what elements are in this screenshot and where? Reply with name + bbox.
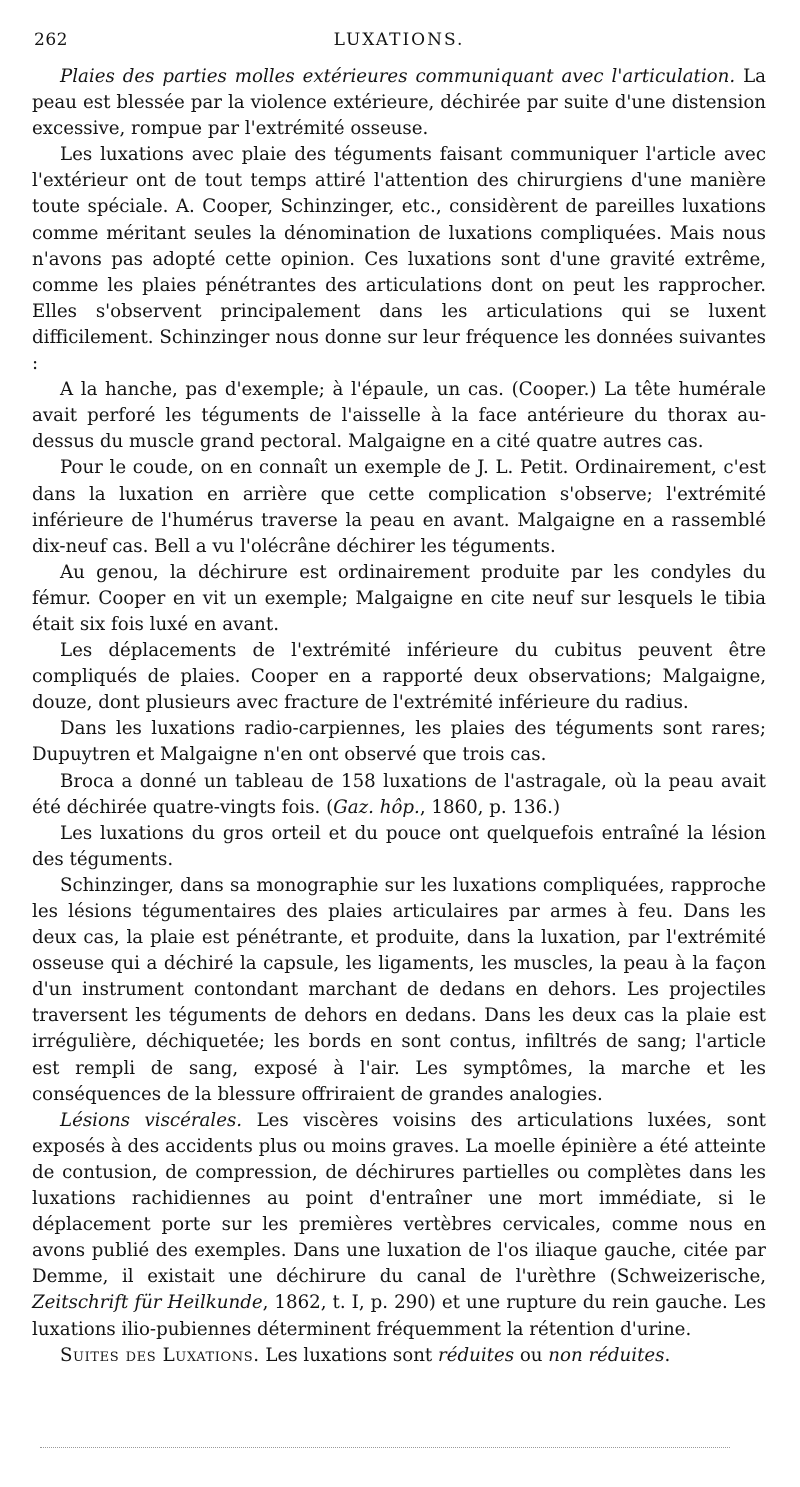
paragraph: Dans les luxations radio-carpiennes, les plaies des téguments sont rares; Dupuytren et Malgaigne n'en ont observé que trois cas. bbox=[32, 718, 766, 766]
paragraph-text: . bbox=[664, 1344, 671, 1366]
paragraph: Au genou, la déchirure est ordinairement produite par les condyles du fémur. Cooper en vit un exemple; Malgaigne en cite neuf sur lesquels le tibia était six fois luxé en avant. bbox=[32, 561, 766, 635]
section-heading-suites: Suites des Luxations. bbox=[60, 1344, 260, 1366]
paragraph-text: , 1862, t. I, p. 290) et une rupture du rein gauche. Les luxations ilio-pubiennes déterminent fréquemment la rétention d'urine. bbox=[32, 1292, 767, 1340]
paragraph: Pour le coude, on en connaît un exemple de J. L. Petit. Ordinairement, c'est dans la luxation en arrière que cette complication s'observe; l'extrémité inférieure de l'humérus traverse la peau en avant. Malgaigne en a rassemblé dix-neuf cas. Bell a vu l'olécrâne déchirer les téguments. bbox=[32, 457, 766, 557]
paragraph-suites-des-luxations bbox=[32, 1343, 766, 1369]
paragraph-plaies-parties-molles bbox=[32, 64, 766, 142]
footer-rule bbox=[40, 1447, 730, 1448]
paragraph-broca bbox=[32, 769, 766, 821]
page-number: 262 bbox=[34, 30, 68, 50]
paragraph: Les luxations avec plaie des téguments faisant communiquer l'article avec l'extérieur ont de tout temps attiré l'attention des chirurgiens d'une manière toute spéciale. A. Cooper, Schinzinger, etc., considèrent de pareilles luxations comme méritant seules la dénomination de luxations compliquées. Mais nous n'avons pas adopté cette opinion. Ces luxations sont d'une gravité extrême, comme les plaies pénétrantes des articulations dont on peut les rapprocher. Elles s'observent principalement dans les articulations qui se luxent difficilement. Schinzinger nous donne sur leur fréquence les données suivantes : bbox=[32, 144, 766, 375]
paragraph: A la hanche, pas d'exemple; à l'épaule, un cas. (Cooper.) La tête humérale avait perforé les téguments de l'aisselle à la face antérieure du thorax au-dessus du muscle grand pectoral. Malgaigne en a cité quatre autres cas. bbox=[32, 379, 766, 453]
paragraph-text: Les viscères voisins des articulations luxées, sont exposés à des accidents plus ou moins graves. La moelle épinière a été atteinte de contusion, de compression, de déchirures partielles ou complètes dans les luxations rachidiennes au point d'entraîner une mort immédiate, si le déplacement porte sur les premières vertèbres cervicales, comme nous en avons publié des exemples. Dans une luxation de l'os iliaque gauche, citée par Demme, il existait une déchirure du canal de l'urèthre (Schweizerische, bbox=[32, 1109, 766, 1288]
page-header bbox=[32, 30, 766, 60]
document-page bbox=[32, 0, 766, 1487]
paragraph-text: Broca a donné un tableau de 158 luxations de l'astragale, où la peau avait été déchirée quatre-vingts fois. ( bbox=[32, 770, 766, 818]
paragraph-text: Les luxations sont bbox=[259, 1344, 438, 1366]
paragraph: Schinzinger, dans sa monographie sur les luxations compliquées, rapproche les lésions tégumentaires des plaies articulaires par armes à feu. Dans les deux cas, la plaie est pénétrante, et produite, dans la luxation, par l'extrémité osseuse qui a déchiré la capsule, les ligaments, les muscles, la peau à la façon d'un instrument contondant marchant de dedans en dehors. Les projectiles traversent les téguments de dehors en dedans. Dans les deux cas la plaie est irrégulière, déchiquetée; les bords en sont contus, infiltrés de sang; l'article est rempli de sang, exposé à l'air. Les symptômes, la marche et les conséquences de la blessure offriraient de grandes analogies. bbox=[32, 874, 766, 1105]
citation-title: Zeitschrift für Heilkunde bbox=[32, 1292, 263, 1314]
paragraph: Les luxations du gros orteil et du pouce ont quelquefois entraîné la lésion des téguments. bbox=[32, 822, 766, 870]
emphasis-term: non réduites bbox=[548, 1344, 665, 1366]
section-heading-lesions: Lésions viscérales. bbox=[60, 1109, 243, 1131]
citation-title: Gaz. hôp. bbox=[333, 796, 420, 818]
section-heading-plaies: Plaies des parties molles extérieures communiquant avec l'articulation. bbox=[60, 66, 736, 87]
paragraph-text: La peau est blessée par la violence extérieure, déchirée par suite d'une distension excessive, rompue par l'extrémité osseuse. bbox=[32, 66, 766, 140]
paragraph-text: , 1860, p. 136.) bbox=[419, 796, 561, 818]
emphasis-term: réduites bbox=[438, 1344, 515, 1366]
running-title: LUXATIONS. bbox=[333, 30, 465, 50]
body-text bbox=[32, 64, 766, 1369]
paragraph-text: ou bbox=[514, 1344, 549, 1366]
paragraph: Les déplacements de l'extrémité inférieure du cubitus peuvent être compliqués de plaies. Cooper en a rapporté deux observations; Malgaigne, douze, dont plusieurs avec fracture de l'extrémité inférieure du radius. bbox=[32, 640, 766, 714]
paragraph-lesions-viscerales bbox=[32, 1108, 766, 1343]
